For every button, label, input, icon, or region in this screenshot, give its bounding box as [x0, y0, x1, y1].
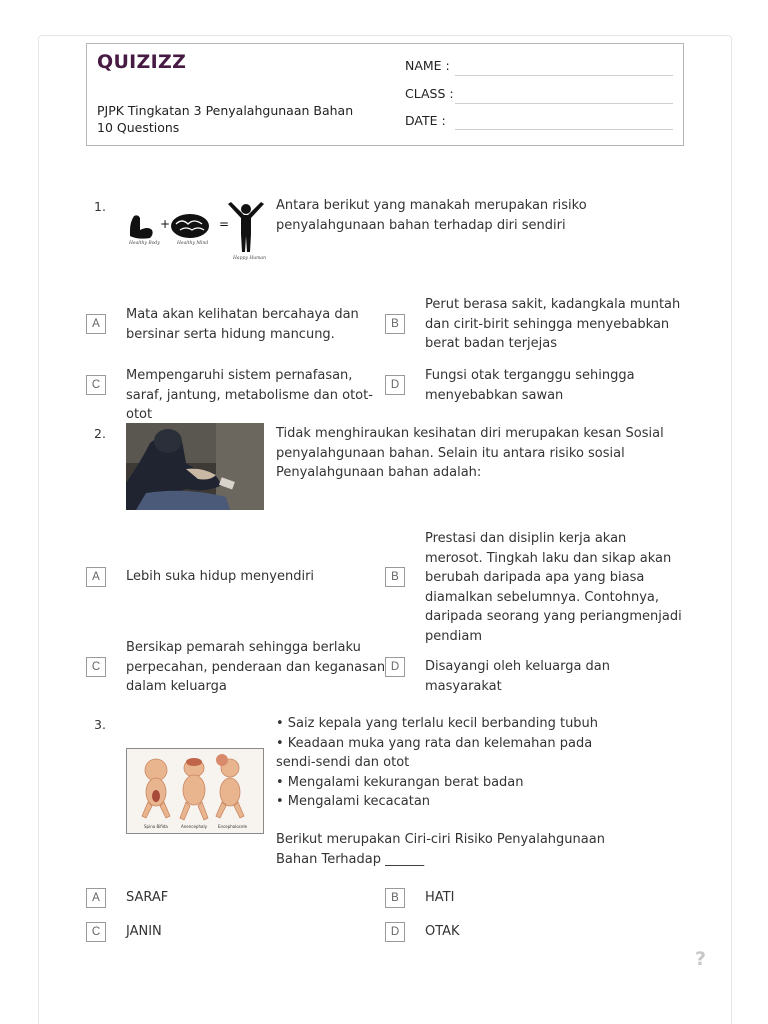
option-letter[interactable]: A — [86, 888, 106, 908]
option-letter[interactable]: B — [385, 888, 405, 908]
image-caption: Healthy Mind — [177, 241, 209, 246]
quiz-title: PJPK Tingkatan 3 Penyalahgunaan Bahan — [97, 103, 354, 118]
option-letter[interactable]: A — [86, 567, 106, 587]
option-text[interactable]: HATI — [425, 890, 455, 905]
option-letter[interactable]: A — [86, 314, 106, 334]
quizizz-logo: QUIZIZZ — [97, 51, 187, 73]
bullet-item: • Keadaan muka yang rata dan kelemahan pada sendi-sendi dan otot — [276, 735, 593, 770]
date-label: DATE : — [405, 113, 446, 128]
option-letter[interactable]: D — [385, 657, 405, 677]
name-field[interactable] — [455, 75, 673, 76]
image-caption: Anencephaly — [181, 824, 207, 829]
date-field[interactable] — [455, 129, 673, 130]
option-text[interactable]: Lebih suka hidup menyendiri — [126, 569, 315, 584]
option-text[interactable]: SARAF — [126, 890, 169, 905]
help-question-icon[interactable]: ? — [695, 948, 707, 970]
question-number: 3. — [94, 717, 106, 732]
image-caption: Spina Bifida — [144, 824, 168, 829]
option-letter[interactable]: C — [86, 922, 106, 942]
question-text: Berikut merupakan Ciri-ciri Risiko Penyalahgunaan Bahan Terhadap ______ — [276, 832, 605, 867]
class-field[interactable] — [455, 103, 673, 104]
option-text[interactable]: JANIN — [126, 924, 162, 939]
option-text[interactable]: Bersikap pemarah sehingga berlaku perpecahan, penderaan dan keganasan dalam keluarga — [126, 640, 386, 694]
question-bullets — [276, 714, 686, 812]
option-text[interactable]: Disayangi oleh keluarga dan masyarakat — [425, 659, 610, 694]
option-letter[interactable]: C — [86, 375, 106, 395]
question-count: 10 Questions — [97, 120, 180, 135]
happy-person-icon — [228, 202, 264, 252]
option-text[interactable]: OTAK — [425, 924, 460, 939]
option-letter[interactable]: B — [385, 314, 405, 334]
option-letter[interactable]: B — [385, 567, 405, 587]
option-letter[interactable]: D — [385, 922, 405, 942]
name-label: NAME : — [405, 58, 450, 73]
flexed-arm-icon — [130, 215, 153, 238]
svg-text:=: = — [219, 217, 230, 231]
option-text[interactable]: Perut berasa sakit, kadangkala muntah dan cirit-birit sehingga menyebabkan berat badan terjejas — [425, 297, 681, 351]
bullet-item: • Mengalami kecacatan — [276, 794, 431, 809]
option-text[interactable]: Fungsi otak terganggu sehingga menyebabkan sawan — [425, 368, 635, 403]
image-caption: Encephalocele — [218, 824, 248, 829]
bullet-item: • Saiz kepala yang terlalu kecil berbanding tubuh — [276, 716, 599, 731]
fetal-defects-illustration — [126, 748, 264, 834]
healthy-body-mind-illustration — [124, 200, 268, 262]
brain-icon — [171, 214, 209, 238]
class-label: CLASS : — [405, 86, 454, 101]
question-number: 1. — [94, 199, 106, 214]
image-caption: Happy Human — [233, 256, 267, 261]
option-text[interactable]: Mempengaruhi sistem pernafasan, saraf, jantung, metabolisme dan otot-otot — [126, 368, 373, 422]
drug-user-photo — [126, 423, 264, 510]
question-number: 2. — [94, 426, 106, 441]
question-text: Antara berikut yang manakah merupakan risiko penyalahgunaan bahan terhadap diri sendiri — [276, 198, 587, 233]
option-text[interactable]: Prestasi dan disiplin kerja akan merosot. Tingkah laku dan sikap akan berubah daripada apa yang biasa diamalkan sebelumnya. Contohnya, daripada seorang yang periangmenjadi pendiam — [425, 531, 682, 644]
bullet-item: • Mengalami kekurangan berat badan — [276, 774, 524, 790]
svg-text:+: + — [160, 217, 171, 231]
option-text[interactable]: Mata akan kelihatan bercahaya dan bersinar serta hidung mancung. — [126, 307, 359, 342]
option-letter[interactable]: D — [385, 375, 405, 395]
image-caption: Healthy Body — [129, 241, 160, 246]
question-text: Tidak menghiraukan kesihatan diri merupakan kesan Sosial penyalahgunaan bahan. Selain itu antara risiko sosial Penyalahgunaan bahan adalah: — [276, 426, 664, 480]
option-letter[interactable]: C — [86, 657, 106, 677]
